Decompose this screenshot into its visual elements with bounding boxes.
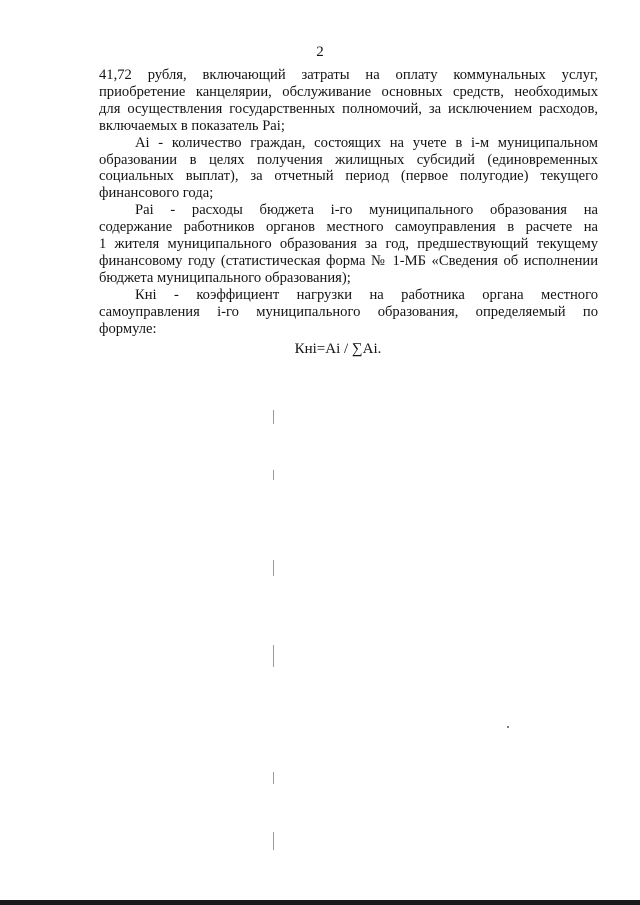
paragraph-pai-definition <box>99 202 598 287</box>
scan-edge <box>0 900 640 905</box>
text-line: включаемых в показатель Раi; <box>99 117 285 134</box>
body-text <box>99 67 598 338</box>
scan-artifact <box>273 772 274 784</box>
text-line: 1 жителя муниципального образования за год, предшествующий текущему <box>99 236 598 253</box>
text-line: Раi - расходы бюджета i-го муниципального образования на <box>135 202 598 219</box>
scan-artifact <box>273 560 274 576</box>
formula: Кнi=Аi / ∑Аi. <box>294 341 382 357</box>
scan-artifact <box>273 832 274 850</box>
scan-artifact <box>273 645 274 667</box>
paragraph-kni-definition <box>99 287 598 338</box>
scan-artifact <box>273 470 274 480</box>
text-line: для осуществления государственных полномочий, за исключением расходов, <box>99 100 598 117</box>
text-line: Кнi - коэффициент нагрузки на работника органа местного <box>135 286 598 303</box>
text-line: 41,72 рубля, включающий затраты на оплату коммунальных услуг, <box>99 67 598 83</box>
text-line: бюджета муниципального образования); <box>99 269 351 286</box>
text-line: самоуправления i-го муниципального образования, определяемый по <box>99 303 598 320</box>
text-line: финансового года; <box>99 185 214 202</box>
text-line: формуле: <box>99 320 157 337</box>
paragraph-ai-definition <box>99 135 598 203</box>
text-line: приобретение канцелярии, обслуживание основных средств, необходимых <box>99 83 598 100</box>
paragraph-continuation <box>99 67 598 135</box>
text-line: содержание работников органов местного самоуправления в расчете на <box>99 219 598 236</box>
scan-artifact <box>507 726 509 728</box>
text-line: Аi - количество граждан, состоящих на учете в i-м муниципальном <box>135 134 598 151</box>
scan-artifact <box>273 410 274 424</box>
text-line: финансовому году (статистическая форма № 1-МБ «Сведения об исполнении <box>99 252 598 269</box>
text-line: социальных выплат), за отчетный период (первое полугодие) текущего <box>99 168 598 185</box>
page-number: 2 <box>316 44 324 60</box>
text-line: образовании в целях получения жилищных субсидий (единовременных <box>99 151 598 168</box>
